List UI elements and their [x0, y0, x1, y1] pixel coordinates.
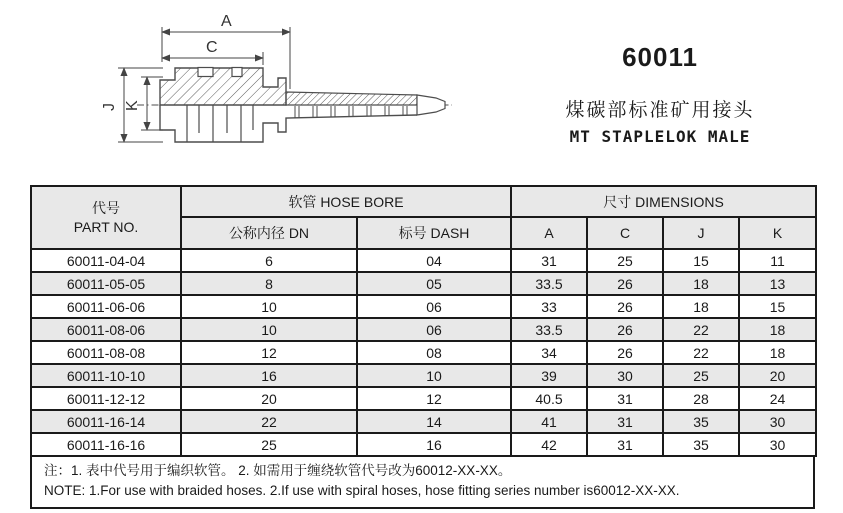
- cell-j: 18: [663, 295, 739, 318]
- table-row: [31, 249, 816, 272]
- cell-c: 26: [587, 341, 663, 364]
- table-row: [31, 410, 816, 433]
- table-row: [31, 341, 816, 364]
- cell-j: 22: [663, 341, 739, 364]
- cell-dash: 12: [357, 387, 511, 410]
- cell-dash: 10: [357, 364, 511, 387]
- cell-dash: 04: [357, 249, 511, 272]
- cell-j: 28: [663, 387, 739, 410]
- note-line-cn: 注：1. 表中代号用于编织软管。 2. 如需用于缠绕软管代号改为60012-XX-XX。: [44, 463, 512, 478]
- bore-step-lines: [187, 105, 253, 142]
- title-block: [535, 42, 785, 146]
- cell-c: 31: [587, 410, 663, 433]
- socket-section-hatched: [160, 68, 286, 105]
- cell-part-no: 60011-12-12: [31, 387, 181, 410]
- col-header-part-no-en: PART NO.: [73, 218, 139, 235]
- stem-serration-band: [286, 92, 417, 105]
- cell-k: 18: [739, 341, 816, 364]
- product-title-cn: 煤碳部标准矿用接头: [565, 100, 755, 121]
- product-title-en: MT STAPLELOK MALE: [569, 127, 751, 146]
- spec-table-wrap: [30, 185, 815, 509]
- cell-a: 39: [511, 364, 587, 387]
- cell-dn: 6: [181, 249, 357, 272]
- col-header-j: J: [663, 217, 739, 249]
- cell-k: 30: [739, 410, 816, 433]
- cell-c: 26: [587, 272, 663, 295]
- group-header-dimensions: 尺寸 DIMENSIONS: [511, 186, 816, 217]
- group-header-hose-bore: 软管 HOSE BORE: [181, 186, 511, 217]
- table-row: [31, 433, 816, 456]
- cell-a: 34: [511, 341, 587, 364]
- fitting-drawing: [95, 5, 460, 165]
- cell-dn: 10: [181, 295, 357, 318]
- cell-dash: 06: [357, 295, 511, 318]
- col-header-dash: 标号 DASH: [357, 217, 511, 249]
- table-row: [31, 295, 816, 318]
- part-series-number: 60011: [622, 42, 698, 72]
- notes-box: [30, 457, 815, 509]
- cell-k: 11: [739, 249, 816, 272]
- cell-j: 35: [663, 410, 739, 433]
- cell-dn: 10: [181, 318, 357, 341]
- cell-k: 24: [739, 387, 816, 410]
- cell-c: 26: [587, 318, 663, 341]
- cell-dash: 08: [357, 341, 511, 364]
- cell-c: 26: [587, 295, 663, 318]
- col-header-k: K: [739, 217, 816, 249]
- cell-c: 30: [587, 364, 663, 387]
- cell-part-no: 60011-06-06: [31, 295, 181, 318]
- cell-c: 31: [587, 387, 663, 410]
- col-header-dn: 公称内径 DN: [181, 217, 357, 249]
- cell-j: 18: [663, 272, 739, 295]
- cell-a: 33.5: [511, 318, 587, 341]
- dim-label-a: A: [221, 13, 232, 30]
- cell-part-no: 60011-16-14: [31, 410, 181, 433]
- cell-j: 35: [663, 433, 739, 456]
- cell-part-no: 60011-16-16: [31, 433, 181, 456]
- table-row: [31, 364, 816, 387]
- cell-dn: 22: [181, 410, 357, 433]
- dim-label-c: C: [206, 39, 218, 56]
- cell-c: 31: [587, 433, 663, 456]
- col-header-c: C: [587, 217, 663, 249]
- table-row: [31, 272, 816, 295]
- cell-dn: 25: [181, 433, 357, 456]
- dim-label-j: J: [101, 103, 118, 111]
- cell-dash: 14: [357, 410, 511, 433]
- col-header-part-no-cn: 代号: [92, 200, 120, 217]
- cell-k: 18: [739, 318, 816, 341]
- cell-dn: 20: [181, 387, 357, 410]
- spec-table: [30, 185, 817, 457]
- cell-dash: 16: [357, 433, 511, 456]
- cell-j: 22: [663, 318, 739, 341]
- cell-k: 20: [739, 364, 816, 387]
- cell-dash: 06: [357, 318, 511, 341]
- cell-a: 42: [511, 433, 587, 456]
- cell-k: 13: [739, 272, 816, 295]
- table-row: [31, 387, 816, 410]
- cell-part-no: 60011-05-05: [31, 272, 181, 295]
- cell-part-no: 60011-08-06: [31, 318, 181, 341]
- spec-table-body: [31, 249, 816, 456]
- cell-part-no: 60011-08-08: [31, 341, 181, 364]
- col-header-a: A: [511, 217, 587, 249]
- cell-part-no: 60011-10-10: [31, 364, 181, 387]
- cell-a: 33: [511, 295, 587, 318]
- cell-j: 25: [663, 364, 739, 387]
- note-line-en: NOTE: 1.For use with braided hoses. 2.If use with spiral hoses, hose fitting series number is60012-XX-XX.: [44, 483, 680, 499]
- cell-a: 40.5: [511, 387, 587, 410]
- cell-dn: 12: [181, 341, 357, 364]
- cell-k: 15: [739, 295, 816, 318]
- cell-j: 15: [663, 249, 739, 272]
- cell-dash: 05: [357, 272, 511, 295]
- cell-k: 30: [739, 433, 816, 456]
- cell-dn: 8: [181, 272, 357, 295]
- cell-part-no: 60011-04-04: [31, 249, 181, 272]
- cell-a: 41: [511, 410, 587, 433]
- cell-a: 33.5: [511, 272, 587, 295]
- cell-a: 31: [511, 249, 587, 272]
- staple-groove: [198, 68, 213, 77]
- table-row: [31, 318, 816, 341]
- stem-tip: [417, 95, 445, 115]
- col-header-part-no: [31, 186, 181, 249]
- staple-groove: [232, 68, 242, 77]
- dim-label-k: K: [124, 100, 141, 111]
- cell-c: 25: [587, 249, 663, 272]
- cell-dn: 16: [181, 364, 357, 387]
